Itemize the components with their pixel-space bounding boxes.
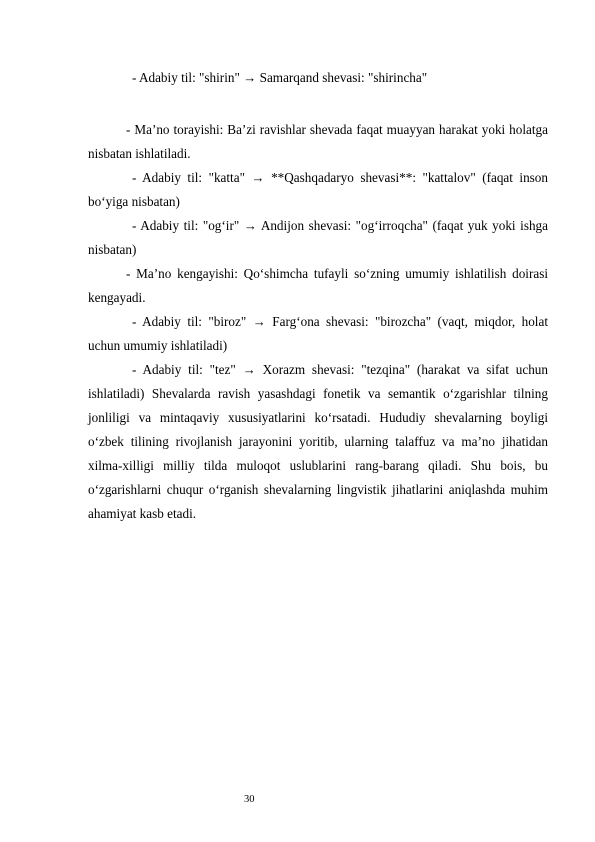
paragraph-meaning-expansion: - Ma’no kengayishi: Qo‘shimcha tufayli so‘zning umumiy ishlatilish doirasi kengayadi. [88,266,548,305]
paragraph-example-ogir: - Adabiy til: "og‘ir" → Andijon shevasi: "og‘irroqcha" (faqat yuk yoki ishga nisbatan) [88,218,548,257]
paragraph-example-shirin [88,66,548,90]
paragraph-example-tez-conclusion: - Adabiy til: "tez" → Xorazm shevasi: "tezqina" (harakat va sifat uchun ishlatiladi) Shevalarda ravish yasashdagi fonetik va semantik o‘zgarishlar tilning jonliligi va mintaqaviy xususiyatlarini ko‘rsatadi. Hududiy shevalarning boyligi o‘zbek tilining rivojlanish jarayonini yoritib, ularning talaffuz va ma’no jihatidan xilma-xilligi milliy tilda muloqot uslublarini rang-barang qiladi. Shu bois, bu o‘zgarishlarni chuqur o‘rganish shevalarning lingvistik jihatlarini aniqlashda muhim ahamiyat kasb etadi. [88,362,548,521]
paragraph-example-biroz: - Adabiy til: "biroz" → Farg‘ona shevasi: "birozcha" (vaqt, miqdor, holat uchun umumiy ishlatiladi) [88,314,548,353]
paragraph-text: - Adabiy til: "shirin" → Samarqand shevasi: "shirincha" [132,70,428,85]
paragraph-meaning-narrowing: - Ma’no torayishi: Ba’zi ravishlar shevada faqat muayyan harakat yoki holatga nisbatan ishlatiladi. [88,122,548,161]
paragraph-example-katta: - Adabiy til: "katta" → **Qashqadaryo shevasi**: "kattalov" (faqat inson bo‘yiga nisbatan) [88,170,548,209]
text-body [88,118,548,526]
page-number: 30 [244,794,255,805]
